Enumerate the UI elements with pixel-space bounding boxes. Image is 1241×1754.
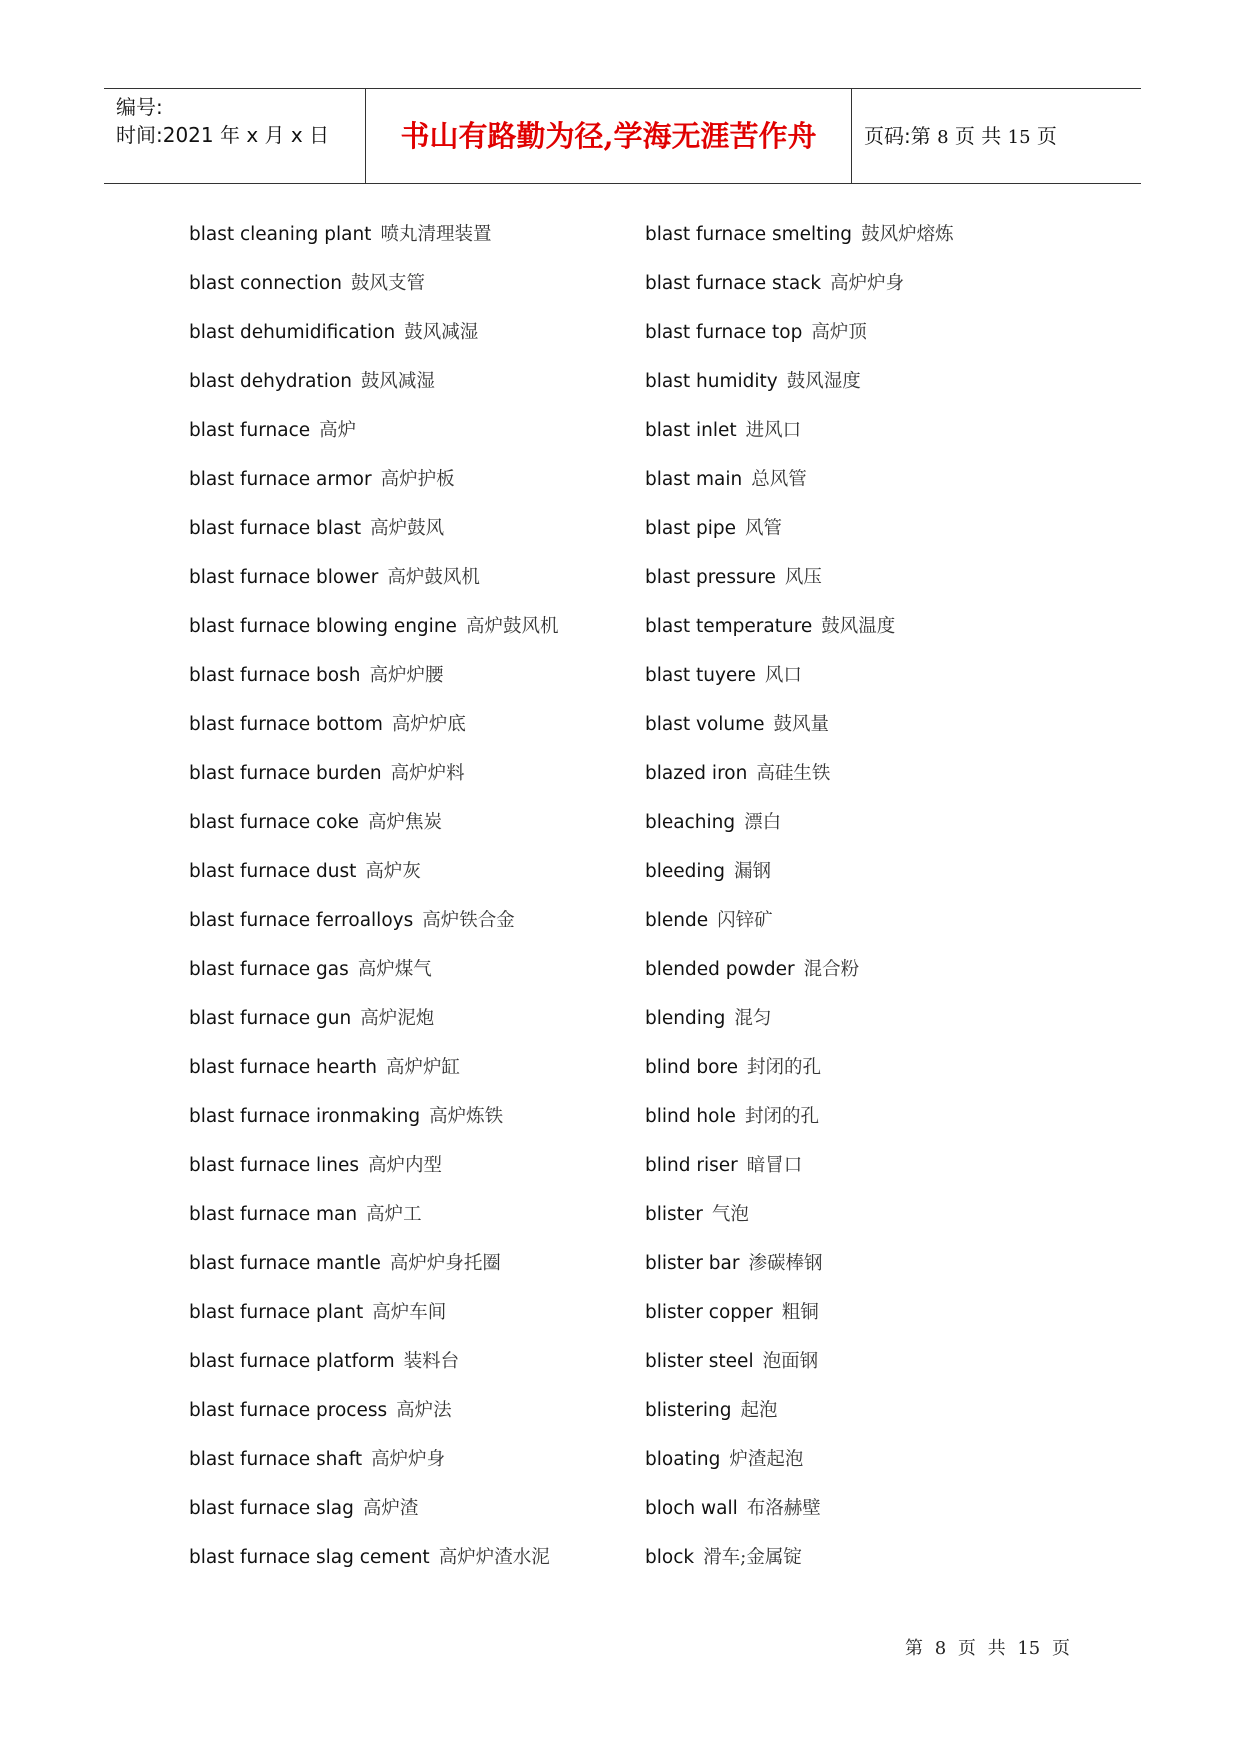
glossary-entry [645,901,954,950]
english-term: blast furnace shaft [189,1449,363,1470]
chinese-translation: 高炉顶 [811,322,867,343]
serial-number-label: 编号: [116,95,163,119]
english-term: blind bore [645,1057,739,1078]
glossary-entry [645,754,954,803]
glossary-entry [189,999,558,1048]
glossary-entry [189,1097,558,1146]
chinese-translation: 高炉焦炭 [367,812,442,833]
glossary-entry [189,362,558,411]
glossary-entry [645,1538,954,1587]
glossary-entry [645,1440,954,1489]
english-term: bleeding [645,861,725,882]
english-term: blast temperature [645,616,813,637]
english-term: blende [645,910,709,931]
chinese-translation: 高炉炉腰 [369,665,444,686]
english-term: blast furnace mantle [189,1253,381,1274]
glossary-entry [645,999,954,1048]
chinese-translation: 高炉鼓风机 [387,567,480,588]
glossary-entry [189,558,558,607]
glossary-entry [189,705,558,754]
chinese-translation: 鼓风减湿 [360,371,435,392]
english-term: blind riser [645,1155,738,1176]
english-term: blast furnace blower [189,567,379,588]
glossary-entry [645,1342,954,1391]
chinese-translation: 高炉 [319,420,357,441]
english-term: blast furnace gas [189,959,349,980]
glossary-entry [189,852,558,901]
page-header [104,88,1141,184]
chinese-translation: 高炉炉身 [371,1449,446,1470]
page-mid: 页 共 [954,124,1002,148]
english-term: blister bar [645,1253,740,1274]
glossary-entry [645,852,954,901]
chinese-translation: 鼓风量 [773,714,830,735]
glossary-entry [189,460,558,509]
chinese-translation: 高炉煤气 [357,959,432,980]
glossary-entry [189,264,558,313]
page-prefix: 页码:第 [864,124,931,148]
chinese-translation: 封闭的孔 [744,1106,819,1127]
english-term: blast furnace dust [189,861,357,882]
glossary-entry [189,1440,558,1489]
english-term: blast furnace ironmaking [189,1106,421,1127]
glossary-entry [645,1195,954,1244]
chinese-translation: 漏钢 [734,861,772,882]
chinese-translation: 起泡 [740,1400,778,1421]
glossary-entry [645,950,954,999]
chinese-translation: 高炉法 [396,1400,452,1421]
chinese-translation: 喷丸清理装置 [380,224,492,245]
chinese-translation: 高炉工 [366,1204,422,1225]
english-term: blast furnace hearth [189,1057,378,1078]
english-term: blast furnace [189,420,311,441]
glossary-entry [189,215,558,264]
english-term: blast furnace lines [189,1155,360,1176]
chinese-translation: 炉渣起泡 [729,1449,804,1470]
english-term: blast furnace smelting [645,224,853,245]
english-term: blast tuyere [645,665,756,686]
english-term: blast furnace gun [189,1008,352,1029]
chinese-translation: 鼓风湿度 [786,371,861,392]
chinese-translation: 混合粉 [803,959,860,980]
chinese-translation: 风压 [784,567,822,588]
glossary-entry [189,901,558,950]
glossary-entry [189,950,558,999]
english-term: blast volume [645,714,765,735]
glossary-column-left [189,215,558,1587]
page-number: 8 [937,127,949,148]
glossary-entry [189,754,558,803]
chinese-translation: 高炉车间 [372,1302,447,1323]
header-motto: 书山有路勤为径,学海无涯苦作舟 [366,89,852,183]
chinese-translation: 鼓风支管 [350,273,425,294]
english-term: blast cleaning plant [189,224,372,245]
english-term: blast main [645,469,743,490]
glossary-entry [645,1293,954,1342]
glossary-entry [645,509,954,558]
english-term: blast dehydration [189,371,352,392]
english-term: blister [645,1204,703,1225]
glossary-entry [645,1391,954,1440]
glossary-entry [645,460,954,509]
english-term: blast connection [189,273,342,294]
english-term: blast furnace platform [189,1351,395,1372]
english-term: bloating [645,1449,721,1470]
chinese-translation: 风管 [745,518,783,539]
english-term: blended powder [645,959,795,980]
page-suffix: 页 [1036,124,1057,148]
english-term: blast furnace slag [189,1498,354,1519]
english-term: blister steel [645,1351,754,1372]
english-term: blast furnace stack [645,273,822,294]
header-info-cell [104,89,366,183]
chinese-translation: 鼓风减湿 [404,322,479,343]
english-term: bleaching [645,812,736,833]
glossary-entry [645,1489,954,1538]
chinese-translation: 高炉内型 [368,1155,443,1176]
english-term: blast furnace process [189,1400,388,1421]
english-term: blast pressure [645,567,776,588]
glossary-entry [189,607,558,656]
chinese-translation: 高炉护板 [380,469,455,490]
chinese-translation: 泡面钢 [762,1351,819,1372]
chinese-translation: 高炉炉身 [830,273,905,294]
glossary-entry [645,705,954,754]
chinese-translation: 高炉渣 [362,1498,419,1519]
glossary-entry [645,803,954,852]
chinese-translation: 高炉炉身托圈 [389,1253,501,1274]
glossary-entry [189,313,558,362]
glossary-entry [189,1538,558,1587]
english-term: blast furnace man [189,1204,358,1225]
chinese-translation: 风口 [764,665,802,686]
glossary-entry [645,607,954,656]
glossary-entry [189,1195,558,1244]
english-term: blast furnace burden [189,763,382,784]
chinese-translation: 鼓风炉熔炼 [861,224,954,245]
english-term: blast furnace blast [189,518,362,539]
english-term: blistering [645,1400,732,1421]
time-label: 时间:2021 年 x 月 x 日 [116,123,330,147]
header-page-indicator [852,89,1141,183]
chinese-translation: 封闭的孔 [747,1057,822,1078]
page-total: 15 [1007,127,1031,148]
english-term: blast inlet [645,420,737,441]
chinese-translation: 高炉鼓风 [370,518,445,539]
glossary-entry [189,1342,558,1391]
chinese-translation: 装料台 [403,1351,460,1372]
chinese-translation: 滑车;金属锭 [703,1547,802,1568]
chinese-translation: 布洛赫壁 [746,1498,821,1519]
english-term: blast furnace blowing engine [189,616,457,637]
chinese-translation: 进风口 [745,420,802,441]
chinese-translation: 高炉炉底 [391,714,466,735]
glossary-entry [645,1048,954,1097]
english-term: blast pipe [645,518,737,539]
chinese-translation: 暗冒口 [746,1155,803,1176]
glossary-entry [189,1048,558,1097]
chinese-translation: 高炉炉料 [390,763,465,784]
page-footer: 第 8 页 共 15 页 [905,1638,1070,1659]
glossary-entry [189,411,558,460]
chinese-translation: 高炉炉缸 [386,1057,461,1078]
chinese-translation: 渗碳棒钢 [748,1253,823,1274]
glossary-entry [645,656,954,705]
chinese-translation: 气泡 [711,1204,749,1225]
glossary-entry [189,1489,558,1538]
english-term: blast furnace slag cement [189,1547,430,1568]
chinese-translation: 漂白 [744,812,782,833]
chinese-translation: 粗铜 [781,1302,819,1323]
glossary-entry [189,803,558,852]
glossary-entry [645,411,954,460]
english-term: blast furnace ferroalloys [189,910,414,931]
glossary-entry [189,509,558,558]
glossary-entry [189,1146,558,1195]
english-term: blast furnace armor [189,469,372,490]
glossary-entry [645,215,954,264]
english-term: blending [645,1008,726,1029]
chinese-translation: 高炉炉渣水泥 [438,1547,550,1568]
chinese-translation: 高炉泥炮 [360,1008,435,1029]
english-term: blast furnace bosh [189,665,361,686]
glossary-column-right [645,215,954,1587]
chinese-translation: 高炉鼓风机 [465,616,559,637]
english-term: blind hole [645,1106,736,1127]
english-term: blast dehumidification [189,322,396,343]
english-term: blast furnace top [645,322,803,343]
english-term: blister copper [645,1302,773,1323]
glossary-entry [645,1097,954,1146]
glossary-entry [189,1293,558,1342]
english-term: bloch wall [645,1498,738,1519]
glossary-entry [645,1244,954,1293]
glossary-entry [645,362,954,411]
chinese-translation: 闪锌矿 [717,910,773,931]
chinese-translation: 混匀 [734,1008,772,1029]
chinese-translation: 总风管 [751,469,807,490]
glossary-entry [645,264,954,313]
glossary-entry [189,1244,558,1293]
chinese-translation: 高硅生铁 [756,763,831,784]
english-term: blast furnace plant [189,1302,364,1323]
chinese-translation: 高炉灰 [365,861,421,882]
glossary-entry [645,558,954,607]
english-term: blast humidity [645,371,778,392]
glossary-entry [645,1146,954,1195]
glossary-entry [189,656,558,705]
english-term: block [645,1547,695,1568]
english-term: blazed iron [645,763,748,784]
chinese-translation: 高炉炼铁 [429,1106,504,1127]
english-term: blast furnace bottom [189,714,383,735]
glossary-entry [645,313,954,362]
english-term: blast furnace coke [189,812,359,833]
chinese-translation: 鼓风温度 [821,616,896,637]
glossary-entry [189,1391,558,1440]
chinese-translation: 高炉铁合金 [422,910,515,931]
